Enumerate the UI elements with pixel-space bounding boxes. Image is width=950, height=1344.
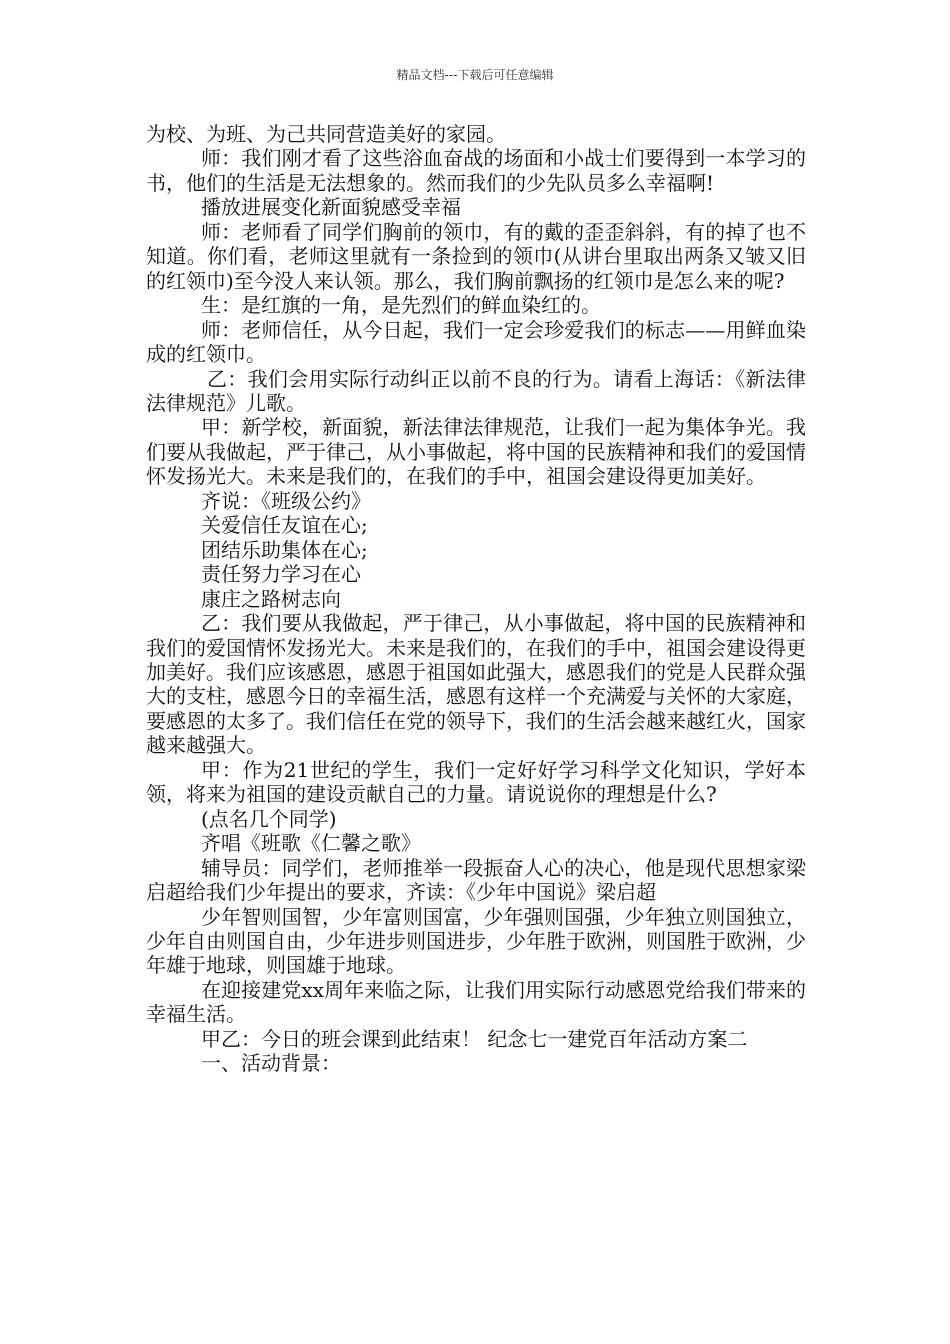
paragraph: 师：老师看了同学们胸前的领巾，有的戴的歪歪斜斜，有的掉了也不知道。你们看，老师这里就有一条捡到的领巾(从讲台里取出两条又皱又旧的红领巾)至今没人来认领。那么，我们胸前飘扬的红领巾是怎么来的呢? [146,219,806,293]
paragraph: 齐说：《班级公约》 [201,488,371,513]
paragraph: 甲：作为21世纪的学生，我们一定好好学习科学文化知识，学好本领，将来为祖国的建设贡献自己的力量。请说说你的理想是什么? [146,757,806,807]
paragraph: 师：老师信任，从今日起，我们一定会珍爱我们的标志——用鲜血染成的红领巾。 [146,317,806,367]
paragraph: 乙：我们要从我做起，严于律己，从小事做起，将中国的民族精神和我们的爱国情怀发扬光大。未来是我们的，在我们的手中，祖国会建设得更加美好。我们应该感恩，感恩于祖国如此强大，感恩我们的党是人民群众强大的支柱，感恩今日的幸福生活，感恩有这样一个充满爱与关怀的大家庭，要感恩的太多了。我们信任在党的领导下，我们的生活会越来越红火，国家越来越强大。 [146,611,806,758]
paragraph: 乙：我们会用实际行动纠正以前不良的行为。请看上海话：《新法律法律规范》儿歌。 [146,366,806,415]
paragraph: 甲乙：今日的班会课到此结束！ 纪念七一建党百年活动方案二 [201,1026,748,1051]
page-header: 精品文档---下载后可任意编辑 [396,68,554,82]
paragraph: 齐唱《班歌《仁馨之歌》 [201,831,421,856]
paragraph: 甲：新学校，新面貌，新法律法律规范，让我们一起为集体争光。我们要从我做起，严于律己，从小事做起，将中国的民族精神和我们的爱国情怀发扬光大。未来是我们的，在我们的手中，祖国会建设得更加美好。 [146,415,806,489]
paragraph: 生：是红旗的一角，是先烈们的鲜血染红的。 [201,293,601,318]
paragraph: (点名几个同学) [201,806,337,831]
paragraph: 关爱信任友谊在心; [201,513,368,538]
paragraph: 责任努力学习在心 [201,562,361,587]
paragraph: 师：我们刚才看了这些浴血奋战的场面和小战士们要得到一本学习的书，他们的生活是无法想象的。然而我们的少先队员多么幸福啊! [146,146,806,195]
paragraph: 少年智则国智，少年富则国富，少年强则国强，少年独立则国独立，少年自由则国自由，少年进步则国进步，少年胜于欧洲，则国胜于欧洲，少年雄于地球，则国雄于地球。 [146,904,806,978]
paragraph: 团结乐助集体在心; [201,537,368,562]
paragraph: 辅导员：同学们，老师推举一段振奋人心的决心，他是现代思想家梁启超给我们少年提出的要求，齐读：《少年中国说》梁启超 [146,855,806,905]
paragraph: 播放进展变化新面貌感受幸福 [201,195,461,220]
section-heading: 一、活动背景： [201,1051,341,1076]
paragraph: 康庄之路树志向 [201,586,341,611]
document-body [146,122,806,1076]
paragraph: 在迎接建党xx周年来临之际，让我们用实际行动感恩党给我们带来的幸福生活。 [146,977,806,1027]
paragraph: 为校、为班、为己共同营造美好的家园。 [146,122,506,146]
